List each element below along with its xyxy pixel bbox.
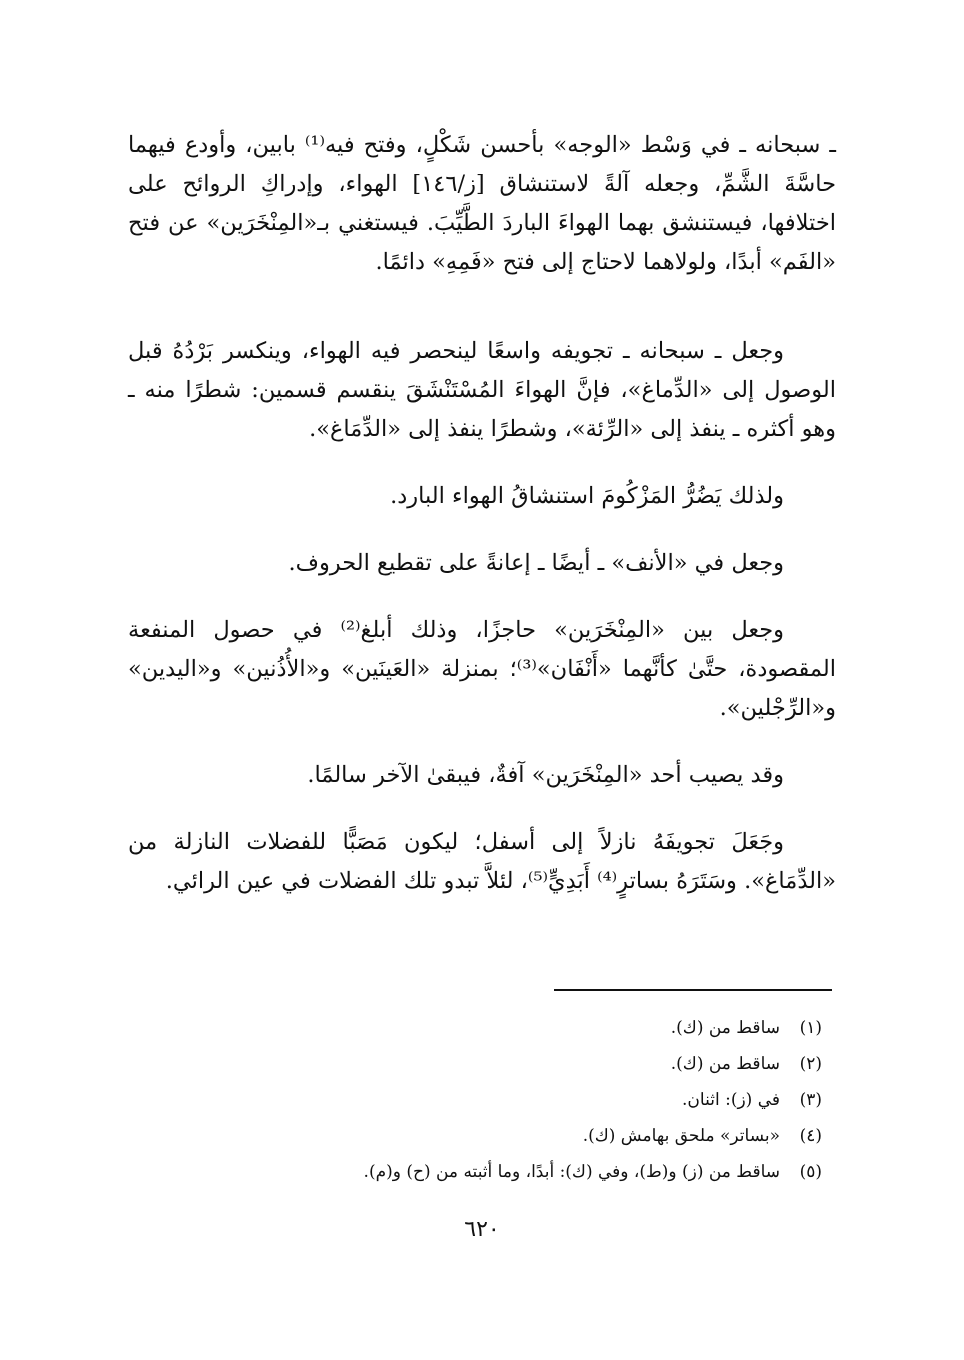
footnote (128, 1154, 836, 1190)
footnote-number: (٤) (799, 1126, 822, 1146)
footnote-text: «بساتر» ملحق بهامش (ك). (582, 1126, 780, 1146)
footnote-text: ساقط من (ك). (670, 1018, 780, 1038)
paragraph: وجعل في «الأنف» ـ أيضًا ـ إعانةً على تقطيع الحروف. (288, 550, 784, 576)
paragraph: ـ سبحانه ـ في وَسْط «الوجه» بأحسن شَكْلٍ، وفتح فيه⁽¹⁾ بابين، وأودع فيهما حاسَّةَ الشَّمِّ، وجعله آلةً لاستنشاق [ز/١٤٦] الهواء، وإدراكِ الروائح على اختلافها، فيستنشق بهما الهواءَ الباردَ الطَّيِّبَ. فيستغني بـ«المِنْخَرَين» عن فتح «الفَم» أبدًا، ولولاهما لاحتاج إلى فتح «فَمِهِ» دائمًا. (128, 132, 836, 275)
paragraph: ولذلك يَضُرُّ المَزْكُومَ استنشاقُ الهواء البارد. (390, 483, 784, 509)
footnote (128, 1118, 836, 1154)
body-text (128, 126, 836, 929)
footnote-text: ساقط من (ك). (670, 1054, 780, 1074)
paragraph: وجعل ـ سبحانه ـ تجويفه واسعًا لينحصر فيه الهواء، وينكسر بَرْدُهُ قبل الوصول إلى «الدِّماغ»، فإنَّ الهواءَ المُسْتَنْشَقَ ينقسم قسمين: شطرًا منه ـ وهو أكثره ـ ينفذ إلى «الرِّئة»، وشطرًا ينفذ إلى «الدِّمَاغ». (128, 338, 836, 442)
paragraph: وجعل بين «المِنْخَرَين» حاجزًا، وذلك أبلغ⁽²⁾ في حصول المنفعة المقصودة، حتَّىٰ كأنَّهما «أَنْفَان»⁽³⁾؛ بمنزلة «العَينَين» و«الأُذُنين» و«اليدين» و«الرِّجْلين». (128, 617, 836, 721)
footnote-text: ساقط من (ز) و(ط)، وفي (ك): أبدًا، وما أثبته من (ح) و(م). (363, 1162, 780, 1182)
paragraph: وجَعَلَ تجويفَهُ نازلاً إلى أسفل؛ ليكون مَصَبًّا للفضلات النازلة من «الدِّمَاغ». وسَتَرَهُ بساترٍ⁽⁴⁾ أَبَدِيٍّ⁽⁵⁾، لئلاَّ تبدو تلك الفضلات في عين الرائي. (128, 829, 836, 894)
footnote-number: (٣) (799, 1090, 822, 1110)
page-number: ٦٢٠ (464, 1217, 500, 1242)
footnote-text: في (ز): اثنان. (682, 1090, 780, 1110)
footnote-divider (554, 989, 832, 991)
footnote (128, 1046, 836, 1082)
footnotes (128, 1010, 836, 1190)
footnote (128, 1082, 836, 1118)
footnote-number: (٥) (799, 1162, 822, 1182)
paragraph: وقد يصيب أحد «المِنْخَرَين» آفةٌ، فيبقىٰ الآخر سالمًا. (307, 762, 784, 788)
footnote (128, 1010, 836, 1046)
footnote-number: (١) (799, 1018, 822, 1038)
footnote-number: (٢) (799, 1054, 822, 1074)
